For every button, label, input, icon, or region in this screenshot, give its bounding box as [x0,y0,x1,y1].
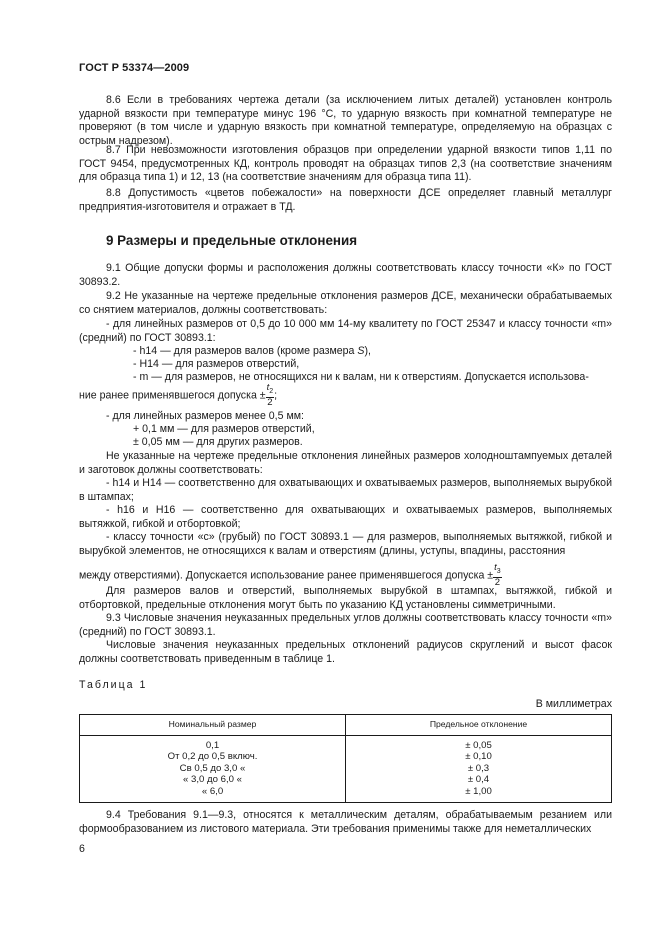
tolerance-line-t3: между отверстиями). Допускается использование ранее применявшегося допуска ± $\frac{t_3}{2}$ [79,562,501,588]
table-row [80,736,612,803]
paragraph-8-6: 8.6 Если в требованиях чертежа детали (за исключением литых деталей) установлен контроль ударной вязкости при температуре минус 196 °С, то ударную вязкость при комнатной температуре не проверяют (в том числе и ударную вязкость при комнатной температуре, определяемую на образцах с острым надрезом). [79,94,612,147]
list-item-m: - m — для размеров, не относящихся ни к валам, ни к отверстиям. Допускается использова- [133,371,589,383]
fraction-t2-over-2: $\frac{t_2}{2}$ [266,382,274,408]
bullet-h14-H14: - h14 и H14 — соответственно для охватывающих и охватываемых размеров, выполняемых вырубкой в штампах; [79,477,612,503]
tolerance-line-t2: ние ранее применявшегося допуска ± $\frac{t_2}{2}$ ; [79,382,278,408]
bullet-h16-H16: - h16 и H16 — соответственно для охватывающих и охватываемых размеров, выполняемых вытяжкой, гибкой и отбортовкой; [79,504,612,530]
bullet-class-c: - классу точности «с» (грубый) по ГОСТ 30893.1 — для размеров, выполняемых вытяжкой, гибкой и вырубкой элементов, не относящихся к валам и отверстиям (длины, уступы, впадины, расстояния [79,531,612,557]
bullet-linear-sizes: - для линейных размеров от 0,5 до 10 000 мм 14-му квалитету по ГОСТ 25347 и классу точности «m» (средний) по ГОСТ 30893.1: [79,318,612,344]
paragraph-9-4: 9.4 Требования 9.1—9.3, относятся к металлическим деталям, обрабатываемым резанием или формообразованием из листового материала. Эти требования применимы также для неметаллических [79,809,612,835]
tolerance-table [79,714,612,803]
paragraph-cold-stamped: Не указанные на чертеже предельные отклонения линейных размеров холодноштампуемых деталей и заготовок должны соответствовать: [79,450,612,476]
table-header-row [80,715,612,736]
paragraph-8-7: 8.7 При невозможности изготовления образцов при определении ударной вязкости типов 1,11 по ГОСТ 9454, предусмотренных КД, контроль проводят на образцах типов 2,3 (на соответствие значениям для образца типа 1) и 12, 13 (на соответствие значениям для образца типа 11). [79,144,612,184]
table-cell-nominal: 0,1 От 0,2 до 0,5 включ. Св 0,5 до 3,0 « « 3,0 до 6,0 « « 6,0 [80,736,346,803]
section-heading-9: 9 Размеры и предельные отклонения [106,233,358,248]
page-number: 6 [79,843,85,855]
list-item-holes: + 0,1 мм — для размеров отверстий, [133,423,315,435]
fraction-t3-over-2: $\frac{t_3}{2}$ [494,562,501,588]
table-cell-deviation: ± 0,05 ± 0,10 ± 0,3 ± 0,4 ± 1,00 [346,736,612,803]
paragraph-9-2: 9.2 Не указанные на чертеже предельные отклонения размеров ДСЕ, механически обрабатываемых со снятием материалов, должны соответствовать: [79,290,612,316]
paragraph-9-3: 9.3 Числовые значения неуказанных предельных углов должны соответствовать классу точности «m» (средний) по ГОСТ 30893.1. [79,612,612,638]
table-unit: В миллиметрах [535,698,612,710]
paragraph-9-1: 9.1 Общие допуски формы и расположения должны соответствовать классу точности «К» по ГОСТ 30893.2. [79,262,612,288]
bullet-small-sizes: - для линейных размеров менее 0,5 мм: [106,410,304,422]
document-header: ГОСТ Р 53374—2009 [79,62,190,74]
table-caption: Таблица 1 [79,679,148,691]
paragraph-8-8: 8.8 Допустимость «цветов побежалости» на поверхности ДСЕ определяет главный металлург предприятия-изготовителя и отражает в ТД. [79,187,612,213]
list-item-h14: - h14 — для размеров валов (кроме размера S), [133,345,371,357]
list-item-other: ± 0,05 мм — для других размеров. [133,436,303,448]
table-header-nominal: Номинальный размер [80,715,346,736]
table-header-deviation: Предельное отклонение [346,715,612,736]
list-item-H14: - H14 — для размеров отверстий, [133,358,300,370]
paragraph-shafts-holes: Для размеров валов и отверстий, выполняемых вырубкой в штампах, вытяжкой, гибкой и отбортовкой, предельные отклонения могут быть по указанию КД установлены симметричными. [79,585,612,611]
paragraph-radii: Числовые значения неуказанных предельных отклонений радиусов скруглений и высот фасок должны соответствовать приведенным в таблице 1. [79,639,612,665]
